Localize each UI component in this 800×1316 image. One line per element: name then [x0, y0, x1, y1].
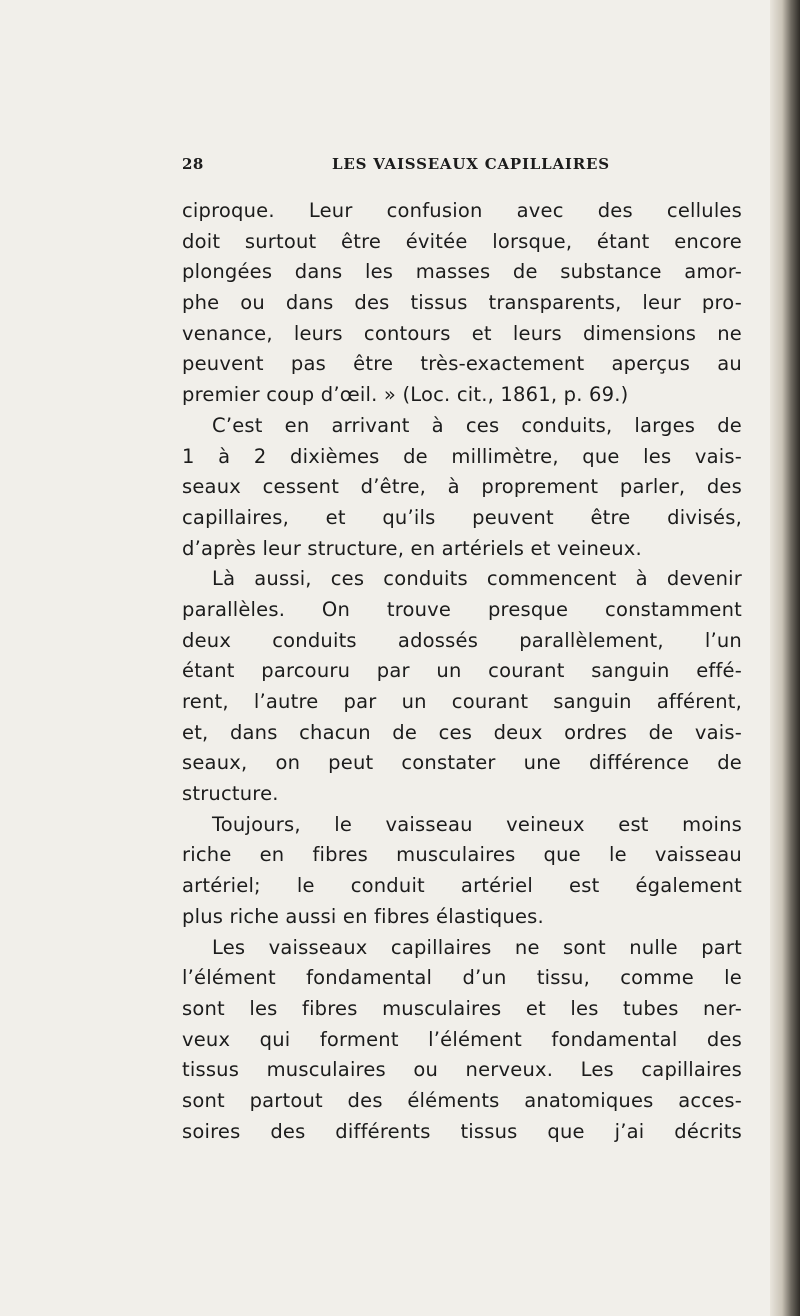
text-line: étant parcouru par un courant sanguin effé-: [182, 659, 742, 683]
text-line: l’élément fondamental d’un tissu, comme le: [182, 966, 742, 990]
text-line: peuvent pas être très-exactement aperçus au: [182, 352, 742, 376]
text-line: sont partout des éléments anatomiques acces-: [182, 1088, 742, 1112]
text-line: d’après leur structure, en artériels et veineux.: [182, 536, 642, 560]
text-line: riche en fibres musculaires que le vaisseau: [182, 843, 742, 867]
running-head: [182, 155, 742, 179]
text-line: venance, leurs contours et leurs dimensions ne: [182, 321, 742, 345]
page-binding-edge: [770, 0, 800, 1316]
text-line: seaux cessent d’être, à proprement parler, des: [182, 475, 742, 499]
text-line: seaux, on peut constater une différence de: [182, 751, 742, 775]
text-line: plongées dans les masses de substance amor-: [182, 260, 742, 284]
text-line: 1 à 2 dixièmes de millimètre, que les vais-: [182, 444, 742, 468]
text-line: Les vaisseaux capillaires ne sont nulle part: [212, 935, 742, 959]
body-text: [182, 196, 742, 1147]
text-line: phe ou dans des tissus transparents, leur pro-: [182, 291, 742, 315]
text-line: doit surtout être évitée lorsque, étant encore: [182, 229, 742, 253]
text-line: capillaires, et qu’ils peuvent être divisés,: [182, 505, 742, 529]
text-line: Toujours, le vaisseau veineux est moins: [212, 812, 742, 836]
text-line: C’est en arrivant à ces conduits, larges de: [212, 413, 742, 437]
text-line: veux qui forment l’élément fondamental des: [182, 1027, 742, 1051]
text-line: parallèles. On trouve presque constamment: [182, 597, 742, 621]
text-line: plus riche aussi en fibres élastiques.: [182, 904, 544, 928]
text-line: rent, l’autre par un courant sanguin afférent,: [182, 690, 742, 713]
text-line: soires des différents tissus que j’ai décrits: [182, 1119, 742, 1143]
text-line: artériel; le conduit artériel est également: [182, 874, 742, 898]
page-title: LES VAISSEAUX CAPILLAIRES: [332, 155, 610, 173]
text-line: tissus musculaires ou nerveux. Les capillaires: [182, 1058, 742, 1082]
text-line: et, dans chacun de ces deux ordres de vais-: [182, 720, 742, 744]
text-line: structure.: [182, 782, 279, 806]
text-line: deux conduits adossés parallèlement, l’un: [182, 628, 742, 652]
text-line: sont les fibres musculaires et les tubes ner-: [182, 996, 742, 1020]
text-line: Là aussi, ces conduits commencent à devenir: [212, 567, 742, 591]
page-number: 28: [182, 155, 204, 173]
text-line: ciproque. Leur confusion avec des cellules: [182, 199, 742, 222]
text-line: premier coup d’œil. » (Loc. cit., 1861, p. 69.): [182, 383, 629, 407]
